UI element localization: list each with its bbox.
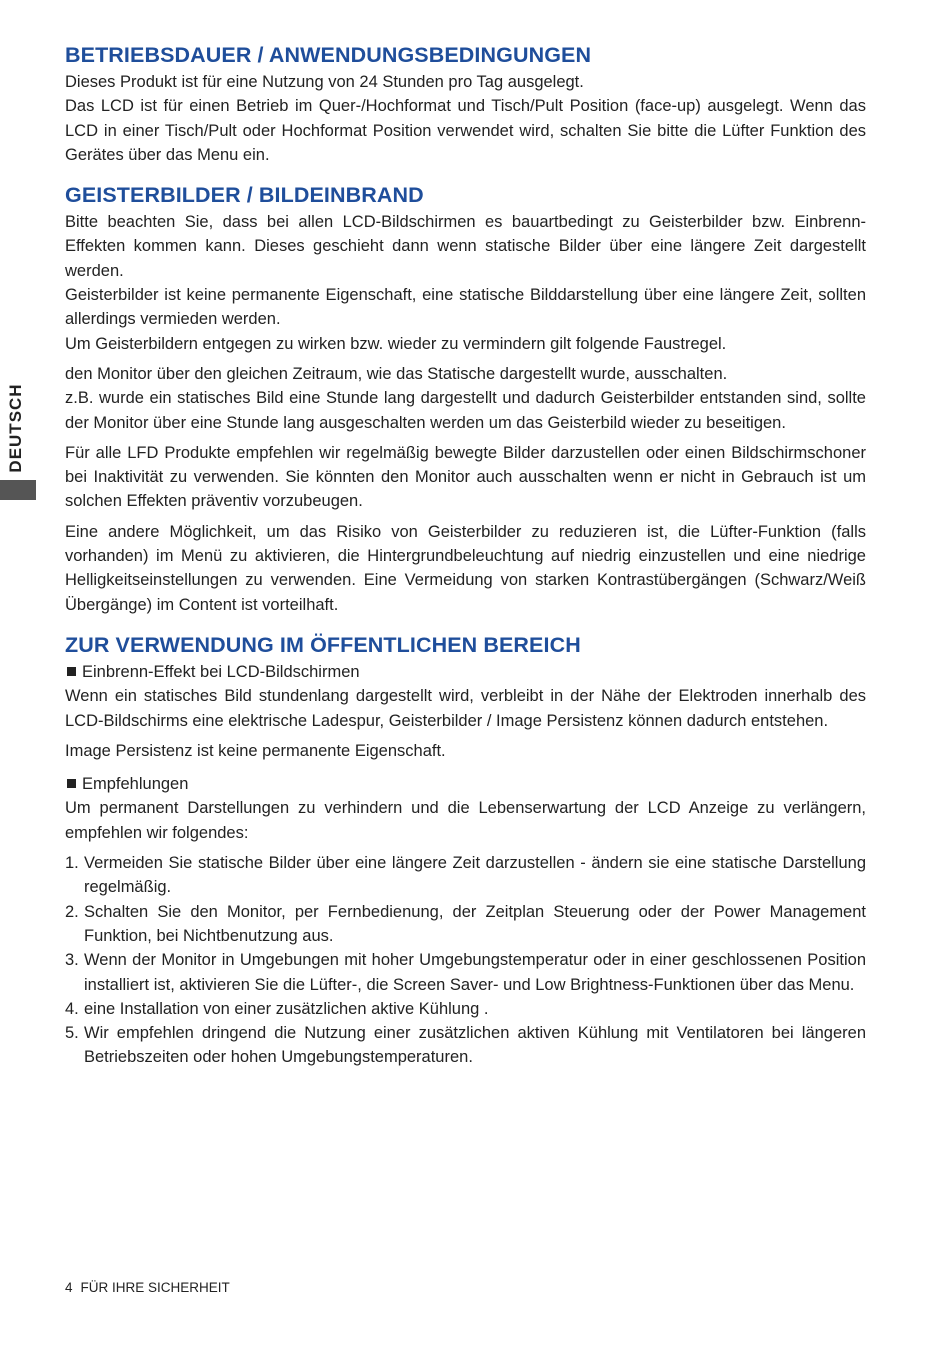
paragraph: Das LCD ist für einen Betrieb im Quer-/Hochformat und Tisch/Pult Position (face-up) ausgelegt. Wenn das LCD in einer Tisch/Pult oder Hochformat Position verwendet wird, schalten Sie bitte die Lüfter Funktion des Gerätes über das Menu ein. xyxy=(65,97,866,164)
list-item xyxy=(65,900,866,949)
paragraph: den Monitor über den gleichen Zeitraum, wie das Statische dargestellt wurde, ausschalten. xyxy=(65,364,728,383)
list-item-text: Schalten Sie den Monitor, per Fernbedienung, der Zeitplan Steuerung oder der Power Management Funktion, bei Nichtbenutzung aus. xyxy=(84,902,866,945)
paragraph: Eine andere Möglichkeit, um das Risiko von Geisterbilder zu reduzieren ist, die Lüfter-Funktion (falls vorhanden) im Menü zu aktivieren, die Hintergrundbeleuchtung auf niedrig einzustellen und eine niedrige Helligkeitseinstellungen zu verwenden. Eine Vermeidung von starken Kontrastübergängen (Schwarz/Weiß Übergänge) im Content ist vorteilhaft. xyxy=(65,522,866,614)
document-body xyxy=(65,40,866,1070)
list-number: 1. xyxy=(65,854,79,873)
list-item xyxy=(65,948,866,997)
square-bullet-icon xyxy=(67,779,76,788)
list-item xyxy=(65,997,866,1021)
subsection-title-text: Empfehlungen xyxy=(82,775,189,794)
paragraph: Um Geisterbildern entgegen zu wirken bzw. wieder zu vermindern gilt folgende Faustregel. xyxy=(65,334,727,353)
square-bullet-icon xyxy=(67,667,76,676)
list-number: 4. xyxy=(65,999,79,1018)
heading-betriebsdauer: BETRIEBSDAUER / ANWENDUNGSBEDINGUNGEN xyxy=(65,43,592,67)
paragraph: Dieses Produkt ist für eine Nutzung von 24 Stunden pro Tag ausgelegt. xyxy=(65,73,584,91)
paragraph: z.B. wurde ein statisches Bild eine Stunde lang dargestellt und dadurch Geisterbilder entstanden sind, sollte der Monitor über eine Stunde lang ausgeschalten werden um das Geisterbild wieder zu beseitigen. xyxy=(65,389,866,432)
recommendation-list xyxy=(65,851,866,1070)
list-number: 3. xyxy=(65,951,79,970)
subsection-title-text: Einbrenn-Effekt bei LCD-Bildschirmen xyxy=(82,662,360,681)
language-tab-marker xyxy=(0,480,36,500)
heading-oeffentlicher-bereich: ZUR VERWENDUNG IM ÖFFENTLICHEN BEREICH xyxy=(65,632,581,657)
language-tab-label: DEUTSCH xyxy=(6,383,25,473)
paragraph: Bitte beachten Sie, dass bei allen LCD-Bildschirmen es bauartbedingt zu Geisterbilder bzw. Einbrenn-Effekten kommen kann. Dieses geschieht dann wenn statische Bilder über eine längere Zeit dargestellt werden. xyxy=(65,213,866,280)
paragraph: Wenn ein statisches Bild stundenlang dargestellt wird, verbleibt in der Nähe der Elektroden innerhalb des LCD-Bildschirms eine elektrische Ladespur, Geisterbilder / Image Persistenz können dadurch entstehen. xyxy=(65,687,866,730)
paragraph: Für alle LFD Produkte empfehlen wir regelmäßig bewegte Bilder darzustellen oder einen Bildschirmschoner bei Inaktivität zu verwenden. Sie könnten den Monitor auch ausschalten wenn er nicht in Gebrauch ist um solchen Effekten präventiv vorzubeugen. xyxy=(65,443,866,511)
list-item-text: Wenn der Monitor in Umgebungen mit hoher Umgebungstemperatur oder in einer geschlossenen Position installiert ist, aktivieren Sie die Lüfter-, die Screen Saver- und Low Brightness-Funktionen über das Menu. xyxy=(84,951,866,994)
footer-section-title: FÜR IHRE SICHERHEIT xyxy=(80,1280,230,1295)
list-item xyxy=(65,1021,866,1070)
list-number: 5. xyxy=(65,1024,79,1043)
list-item-text: Wir empfehlen dringend die Nutzung einer zusätzlichen aktiven Kühlung mit Ventilatoren bei längeren Betriebszeiten oder hohen Umgebungstemperaturen. xyxy=(84,1024,866,1067)
list-item xyxy=(65,851,866,900)
page-footer xyxy=(65,1280,230,1295)
heading-geisterbilder: GEISTERBILDER / BILDEINBRAND xyxy=(65,183,424,208)
paragraph: Um permanent Darstellungen zu verhindern und die Lebenserwartung der LCD Anzeige zu verlängern, empfehlen wir folgendes: xyxy=(65,799,866,842)
paragraph: Image Persistenz ist keine permanente Eigenschaft. xyxy=(65,741,446,760)
page-number: 4 xyxy=(65,1280,73,1295)
list-item-text: eine Installation von einer zusätzlichen aktive Kühlung . xyxy=(84,999,489,1018)
list-number: 2. xyxy=(65,902,79,921)
paragraph: Geisterbilder ist keine permanente Eigenschaft, eine statische Bilddarstellung über eine längere Zeit, sollten allerdings vermieden werden. xyxy=(65,286,866,329)
list-item-text: Vermeiden Sie statische Bilder über eine längere Zeit darzustellen - ändern sie eine statische Darstellung regelmäßig. xyxy=(84,854,866,897)
subsection-title xyxy=(65,660,866,684)
subsection-title xyxy=(65,772,866,796)
